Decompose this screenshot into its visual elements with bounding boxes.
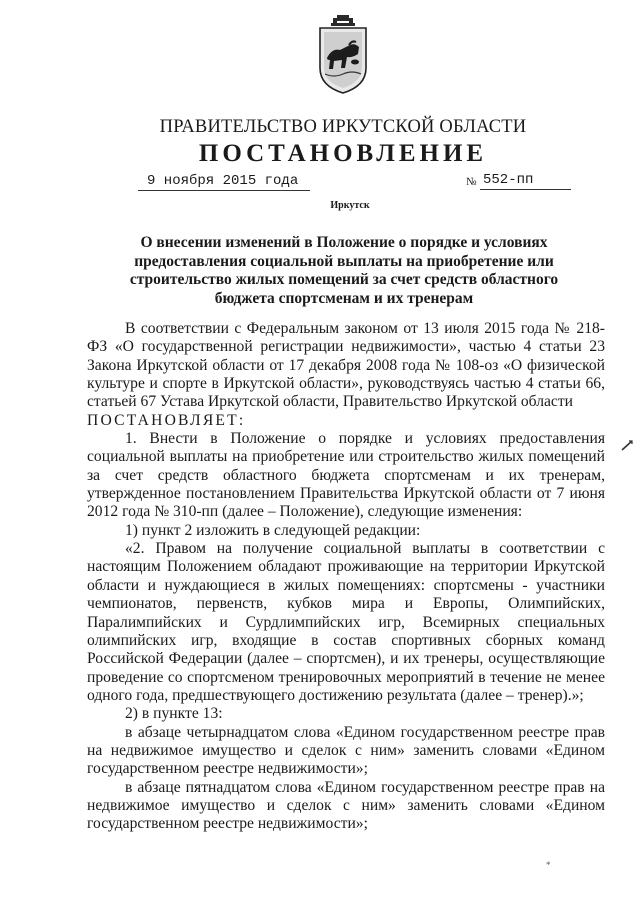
decree-heading: ПОСТАНОВЛЯЕТ: xyxy=(87,411,246,429)
paragraph-1: 1. Внести в Положение о порядке и условиях предоставления социальной выплаты на приобретение или строительство жилых помещений за счет средств областного бюджета спортсменам и их тренерам, утвержденное постановлением Правительства Иркутской области от 7 июня 2012 года № 310-пп (далее – Положение), следующие изменения: xyxy=(87,430,605,521)
document-type: ПОСТАНОВЛЕНИЕ xyxy=(198,140,488,167)
paragraph-6: в абзаце пятнадцатом слова «Едином государственном реестре прав на недвижимое имущество и сделок с ним» заменить словами «Едином государственном реестре недвижимости»; xyxy=(87,778,605,833)
paragraph-4: 2) в пункте 13: xyxy=(125,705,223,723)
paragraph-2: 1) пункт 2 изложить в следующей редакции: xyxy=(125,521,421,539)
document-title: О внесении изменений в Положение о порядке и условиях предоставления социальной выплаты на приобретение или строительство жилых помещений за счет средств областного бюджета спортсменам и их тренерам xyxy=(129,234,559,307)
pen-check-mark-icon xyxy=(620,438,634,452)
coat-of-arms-icon xyxy=(318,14,368,94)
margin-mark: * xyxy=(546,860,551,870)
document-number: 552-пп xyxy=(480,172,571,190)
document-body xyxy=(87,320,605,834)
organization-name: ПРАВИТЕЛЬСТВО ИРКУТСКОЙ ОБЛАСТИ xyxy=(159,117,527,137)
preamble-paragraph: В соответствии с Федеральным законом от 13 июля 2015 года № 218-ФЗ «О государственной регистрации недвижимости», частью 4 статьи 23 Закона Иркутской области от 17 декабря 2008 года № 108-оз «О физической культуре и спорте в Иркутской области», руководствуясь частью 4 статьи 66, статьей 67 Устава Иркутской области, Правительство Иркутской области xyxy=(87,320,605,411)
paragraph-3: «2. Правом на получение социальной выплаты в соответствии с настоящим Положением обладают проживающие на территории Иркутской области и нуждающиеся в жилых помещениях: спортсмены - участники чемпионатов, первенств, кубков мира и Европы, Олимпийских, Паралимпийских и Сурдлимпийских игр, Всемирных специальных олимпийских игр, входящие в состав спортивных сборных команд Российской Федерации (далее – спортсмен), и их тренеры, осуществляющие проведение со спортсменом тренировочных мероприятий в течение не менее одного года, предшествующего достижению результата (далее – тренер).»; xyxy=(87,540,605,704)
city: Иркутск xyxy=(330,200,370,211)
paragraph-5: в абзаце четырнадцатом слова «Едином государственном реестре прав на недвижимое имущество и сделок с ним» заменить словами «Едином государственном реестре недвижимости»; xyxy=(87,723,605,778)
document-date: 9 ноября 2015 года xyxy=(138,173,310,191)
number-label: № xyxy=(466,176,477,188)
